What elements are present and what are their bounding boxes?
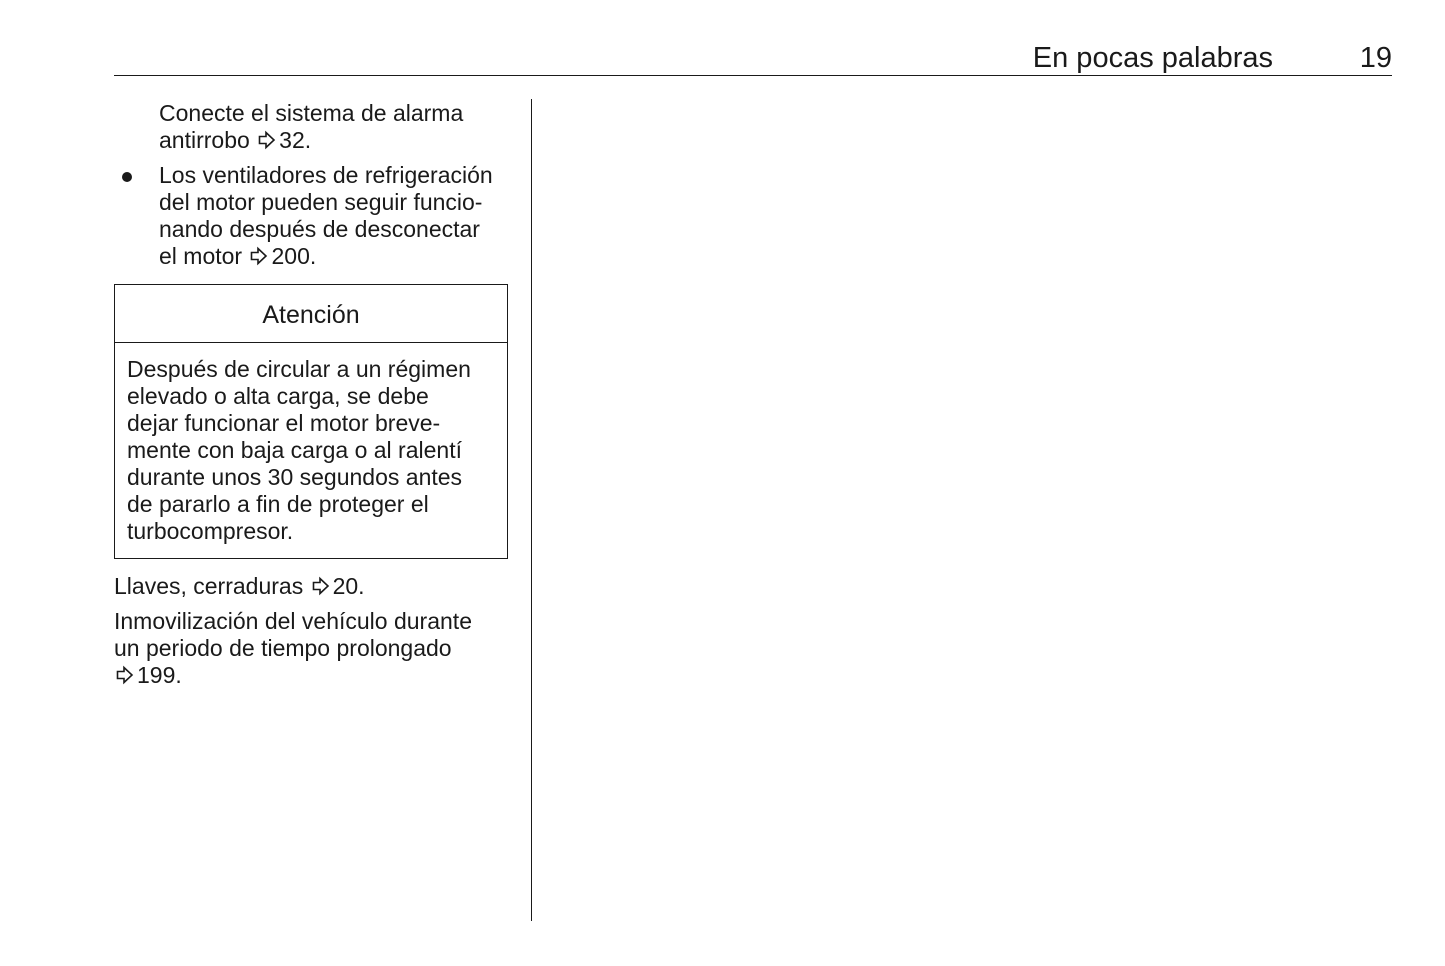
text-line: Después de circular a un régimen — [127, 356, 471, 382]
text-line: durante unos 30 segundos antes — [127, 464, 463, 490]
page-reference[interactable]: 199. — [137, 662, 182, 688]
keys-paragraph — [114, 573, 510, 600]
storage-paragraph — [114, 608, 510, 689]
text-line: Los ventiladores de refrigeración — [159, 162, 493, 188]
text-span: Llaves, cerraduras — [114, 573, 304, 599]
arrow-reference-icon — [248, 246, 269, 266]
page-header-title: En pocas palabras — [1032, 42, 1273, 74]
text-line: Conecte el sistema de alarma — [159, 100, 464, 126]
page-reference[interactable]: 20. — [332, 573, 365, 599]
text-line: mente con baja carga o al ralentí — [127, 437, 462, 463]
arrow-reference-icon — [114, 665, 135, 685]
header-rule — [114, 75, 1392, 76]
text-line-with-reference — [159, 243, 510, 270]
text-line-with-reference — [159, 127, 510, 154]
text-line: Inmovilización del vehículo durante — [114, 608, 472, 634]
arrow-reference-icon — [310, 576, 331, 596]
text-span: antirrobo — [159, 127, 250, 153]
bullet-dot-icon — [122, 172, 132, 182]
text-span: el motor — [159, 243, 243, 269]
text-line: de pararlo a fin de proteger el — [127, 491, 429, 517]
text-line: turbocompresor. — [127, 518, 294, 544]
text-line-with-reference — [114, 662, 510, 689]
text-line: dejar funcionar el motor breve- — [127, 410, 441, 436]
page-reference[interactable]: 32. — [279, 127, 312, 153]
bullet-continuation — [114, 100, 510, 154]
text-line: un periodo de tiempo prolongado — [114, 635, 452, 661]
column-divider — [531, 99, 532, 921]
page-number: 19 — [1359, 42, 1392, 74]
attention-box — [114, 284, 508, 559]
text-line: nando después de desconectar — [159, 216, 480, 242]
text-line: del motor pueden seguir funcio- — [159, 189, 483, 215]
arrow-reference-icon — [256, 130, 277, 150]
bullet-item — [114, 162, 510, 270]
text-line: elevado o alta carga, se debe — [127, 383, 429, 409]
page-reference[interactable]: 200. — [271, 243, 317, 269]
attention-heading: Atención — [115, 285, 507, 343]
attention-body — [115, 343, 507, 558]
left-column — [114, 100, 510, 689]
